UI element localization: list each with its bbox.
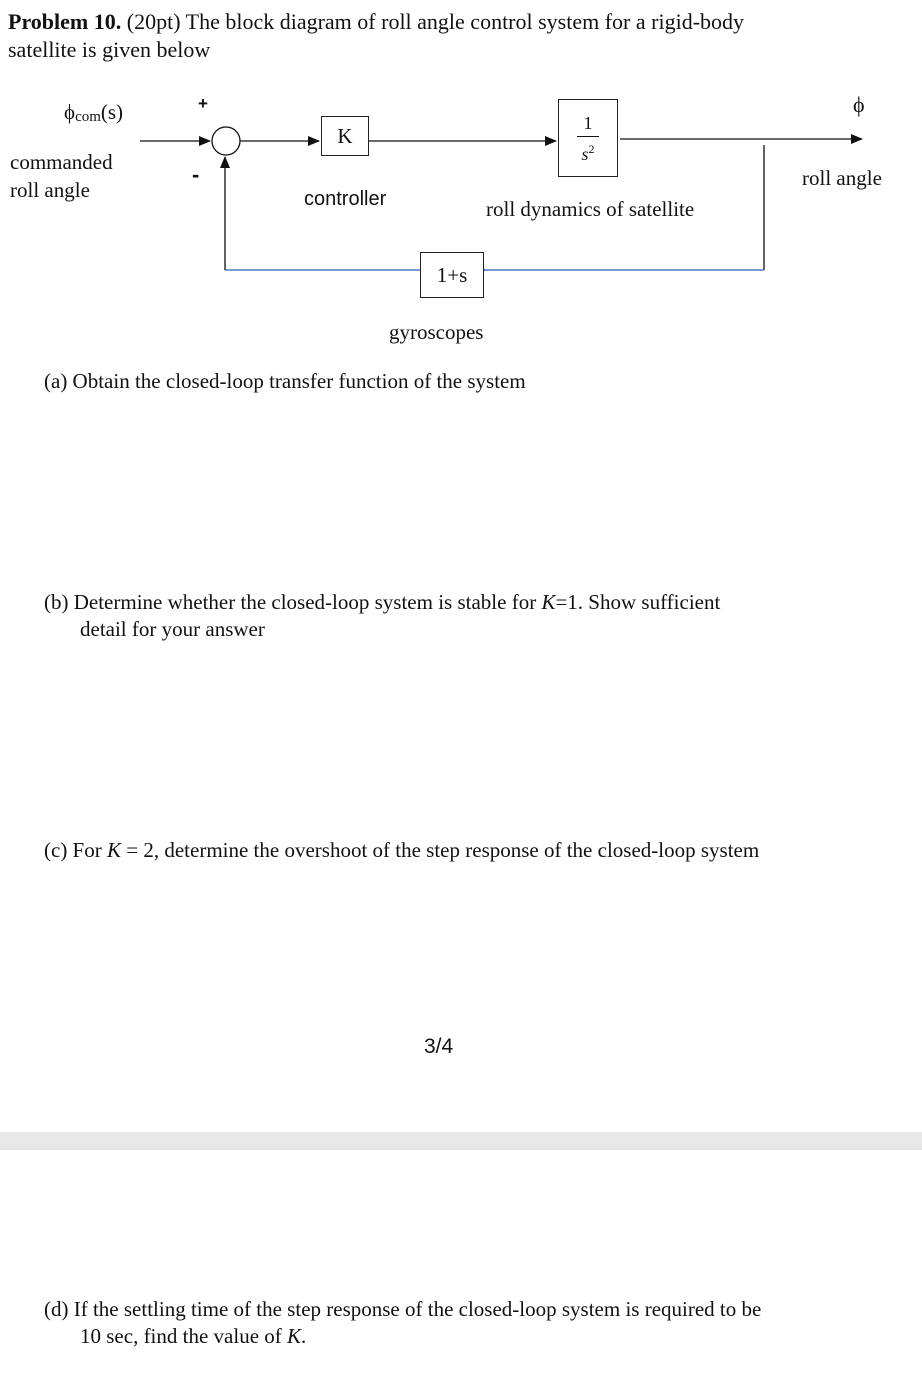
- problem-points: (20pt): [126, 9, 181, 34]
- page-separator: [0, 1132, 922, 1150]
- feedback-block: [420, 252, 484, 298]
- question-d-suffix: .: [301, 1324, 307, 1348]
- plus-sign: +: [198, 94, 208, 113]
- question-b-suffix: =1. Show sufficient: [555, 590, 721, 614]
- controller-block: [321, 116, 369, 156]
- summing-junction: [212, 127, 240, 155]
- plant-fraction-bar: [577, 136, 599, 137]
- question-b-var: K: [541, 590, 556, 614]
- plant-numerator: 1: [583, 112, 593, 133]
- question-d-line2: [80, 1323, 306, 1350]
- input-label-line1: commanded: [10, 150, 113, 174]
- controller-gain: K: [337, 123, 353, 148]
- input-signal-label: [64, 100, 123, 126]
- output-symbol: ϕ: [853, 92, 865, 117]
- question-d-prefix: 10 sec, find the value of: [80, 1324, 288, 1348]
- question-c-var: K: [106, 838, 121, 862]
- minus-sign: -: [192, 162, 200, 187]
- input-label-line2: roll angle: [10, 178, 90, 202]
- plant-block: [558, 99, 618, 177]
- plant-label: roll dynamics of satellite: [486, 197, 695, 221]
- question-b-line1: [44, 589, 720, 616]
- plant-denominator: [581, 139, 594, 164]
- feedback-label: gyroscopes: [389, 320, 484, 344]
- question-d-var: K: [287, 1324, 302, 1348]
- controller-label: controller: [304, 188, 387, 210]
- problem-intro-line2: satellite is given below: [8, 37, 211, 62]
- question-c-prefix: (c) For: [44, 838, 107, 862]
- question-d-line1: (d) If the settling time of the step response of the closed-loop system is required to be: [44, 1297, 762, 1321]
- input-arg: (s): [100, 100, 124, 124]
- output-label: roll angle: [802, 166, 882, 190]
- input-subscript: com: [75, 109, 101, 125]
- plant-denominator-exp: 2: [588, 141, 595, 156]
- question-a: (a) Obtain the closed-loop transfer function of the system: [44, 369, 526, 393]
- question-c-suffix: = 2, determine the overshoot of the step response of the closed-loop system: [121, 838, 760, 862]
- problem-heading: Problem 10.: [8, 9, 122, 34]
- plant-denominator-base: s: [581, 143, 589, 164]
- feedback-transfer: 1+s: [436, 262, 468, 287]
- question-b-line2: detail for your answer: [80, 617, 265, 641]
- question-c: [44, 837, 759, 864]
- problem-intro-line1: The block diagram of roll angle control system for a rigid-body: [185, 9, 745, 34]
- input-symbol: ϕ: [64, 100, 76, 124]
- block-diagram-lines: [0, 0, 922, 360]
- page-number: 3/4: [424, 1035, 454, 1058]
- question-b-prefix: (b) Determine whether the closed-loop system is stable for: [44, 590, 542, 614]
